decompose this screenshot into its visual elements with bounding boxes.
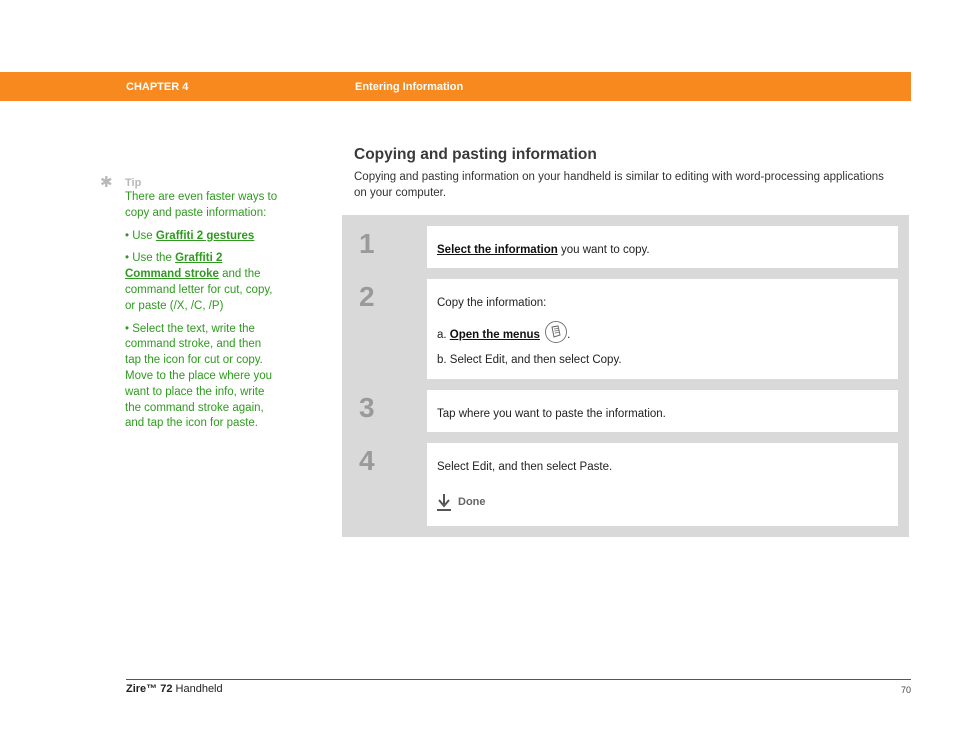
step-4	[353, 443, 898, 526]
step-1	[353, 226, 898, 268]
step-text	[437, 244, 650, 256]
tip-bullet-text: • Use	[125, 229, 156, 242]
page-number: 70	[900, 685, 911, 695]
step-number-text: 4	[359, 445, 375, 476]
footer-product-rest: Handheld	[172, 683, 223, 695]
step-text: Copy the information:	[437, 297, 547, 309]
tip-bullet-text: and the command letter for cut, copy, or paste (/X, /C, /P)	[125, 268, 273, 312]
step-number	[353, 390, 427, 432]
step-content	[427, 226, 898, 268]
step-content	[427, 443, 898, 526]
select-information-link[interactable]: Select the information	[437, 244, 558, 256]
graffiti-command-stroke-link[interactable]: Graffiti 2 Command stroke	[125, 252, 223, 281]
step-sub-b: b. Select Edit, and then select Copy.	[437, 354, 622, 366]
graffiti-gestures-link[interactable]: Graffiti 2 gestures	[155, 229, 255, 242]
steps-box	[342, 215, 909, 537]
step-content	[427, 279, 898, 379]
step-number	[353, 226, 427, 268]
step-number-text: 3	[359, 392, 375, 423]
tip-bullet-command-stroke	[125, 251, 280, 314]
chapter-title: Entering Information	[355, 81, 464, 93]
step-sub-a	[437, 324, 570, 346]
down-arrow-done-icon	[436, 493, 452, 511]
menu-icon	[545, 321, 567, 343]
step-number-text: 2	[359, 281, 375, 312]
step-2	[353, 279, 898, 379]
footer-product-bold: Zire™ 72	[126, 683, 173, 695]
step-number	[353, 443, 427, 526]
asterisk-icon: ✱	[100, 174, 113, 191]
footer-divider	[126, 679, 911, 680]
step-number	[353, 279, 427, 379]
tip-bullet-gestures	[125, 229, 280, 245]
sub-a-prefix: a.	[437, 329, 450, 342]
chapter-label: CHAPTER 4	[126, 81, 189, 93]
step-content	[427, 390, 898, 432]
tip-intro: There are even faster ways to copy and paste information:	[125, 191, 278, 219]
step-3	[353, 390, 898, 432]
step-text: Select Edit, and then select Paste.	[437, 461, 613, 473]
step-text-rest: you want to copy.	[557, 244, 650, 256]
footer-product	[126, 683, 223, 695]
section-title: Copying and pasting information	[354, 146, 597, 163]
tip-body	[125, 190, 280, 439]
step-number-text: 1	[359, 228, 375, 259]
tip-bullet-text: • Use the	[125, 252, 176, 265]
section-intro: Copying and pasting information on your handheld is similar to editing with word-processing applications on your computer.	[354, 171, 884, 199]
sub-a-suffix: .	[567, 329, 571, 342]
tip-bullet-select-text: • Select the text, write the command stroke, and then tap the icon for cut or copy. Move to the place where you want to place the info, write the command stroke again, and tap the icon for paste.	[125, 322, 273, 430]
chapter-header-bar	[0, 72, 911, 101]
open-menus-link[interactable]: Open the menus	[449, 329, 540, 342]
tip-label: Tip	[125, 177, 142, 189]
done-label: Done	[458, 496, 486, 508]
step-text: Tap where you want to paste the information.	[437, 408, 666, 420]
